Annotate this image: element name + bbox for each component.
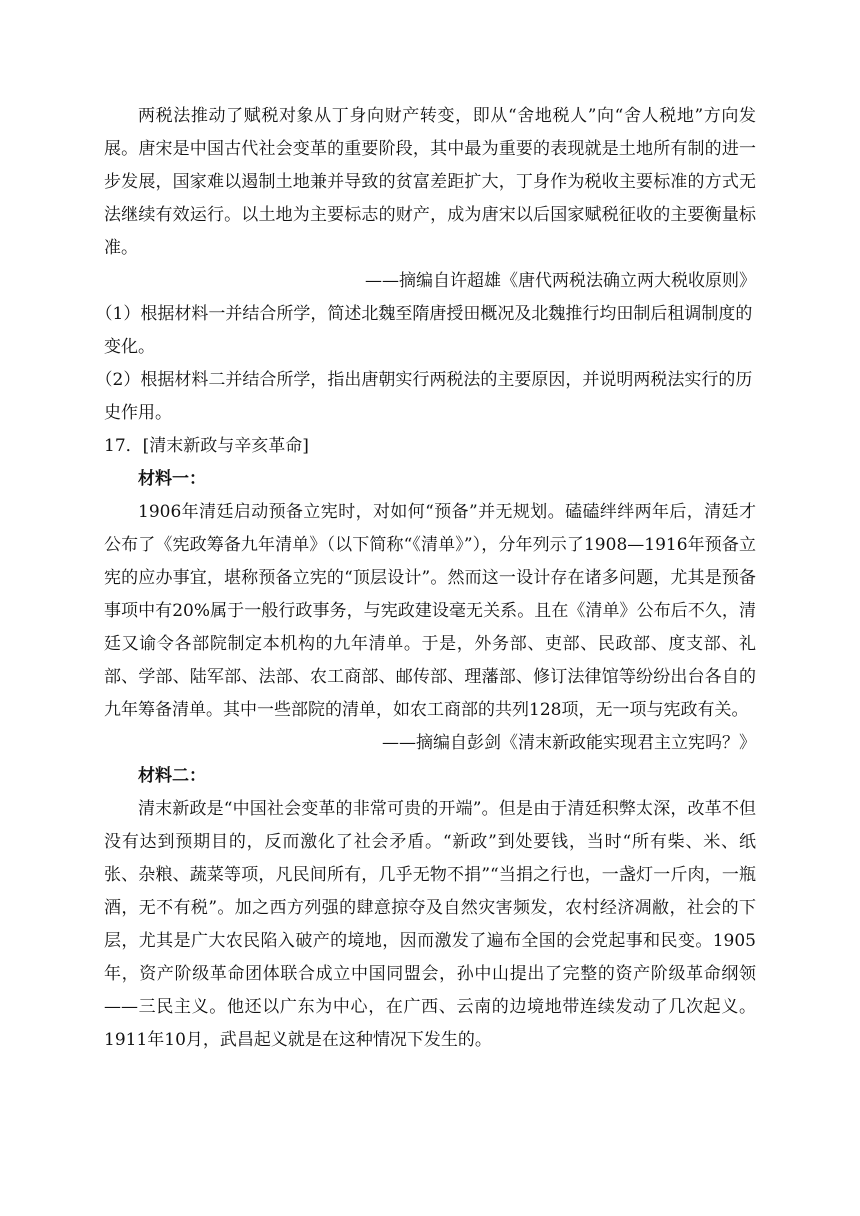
question-17-heading: 17．[清末新政与辛亥革命] [104,436,309,456]
material-2-label: 材料二： [138,766,206,786]
material-source: ——摘编自许超雄《唐代两税法确立两大税收原则》 [365,271,756,291]
material-2-paragraph: 清末新政是“中国社会变革的非常可贵的开端”。但是由于清廷积弊太深，改革不但没有达到预期目的，反而激化了社会矛盾。“新政”到处要钱，当时“所有柴、米、纸张、杂粮、蔬菜等项，凡民间所有，几乎无物不捐”“当捐之行也，一盏灯一斤肉，一瓶酒，无不有税”。加之西方列强的肆意掠夺及自然灾害频发，农村经济凋敝，社会的下层，尤其是广大农民陷入破产的境地，因而激发了遍布全国的会党起事和民变。1905年，资产阶级革命团体联合成立中国同盟会，孙中山提出了完整的资产阶级革命纲领——三民主义。他还以广东为中心，在广西、云南的边境地带连续发动了几次起义。1911年10月，武昌起义就是在这种情况下发生的。 [104,799,756,1050]
document-page [95,100,756,1057]
material-paragraph: 两税法推动了赋税对象从丁身向财产转变，即从“舍地税人”向“舍人税地”方向发展。唐宋是中国古代社会变革的重要阶段，其中最为重要的表现就是土地所有制的进一步发展，国家难以遏制土地兼并导致的贫富差距扩大，丁身作为税收主要标准的方式无法继续有效运行。以土地为主要标志的财产，成为唐宋以后国家赋税征收的主要衡量标准。 [104,106,756,258]
material-1-source: ——摘编自彭剑《清末新政能实现君主立宪吗？》 [382,733,756,753]
question-16-1: （1）根据材料一并结合所学，简述北魏至隋唐授田概况及北魏推行均田制后租调制度的变化。 [95,304,753,357]
material-1-paragraph: 1906年清廷启动预备立宪时，对如何“预备”并无规划。磕磕绊绊两年后，清廷才公布了《宪政筹备九年清单》（以下简称“《清单》”），分年列示了1908—1916年预备立宪的应办事宜，堪称预备立宪的“顶层设计”。然而这一设计存在诸多问题，尤其是预备事项中有20%属于一般行政事务，与宪政建设毫无关系。且在《清单》公布后不久，清廷又谕令各部院制定本机构的九年清单。于是，外务部、吏部、民政部、度支部、礼部、学部、陆军部、法部、农工商部、邮传部、理藩部、修订法律馆等纷纷出台各自的九年筹备清单。其中一些部院的清单，如农工商部的共列128项，无一项与宪政有关。 [104,502,756,720]
material-1-label: 材料一： [138,469,206,489]
question-16-2: （2）根据材料二并结合所学，指出唐朝实行两税法的主要原因，并说明两税法实行的历史作用。 [95,370,753,423]
